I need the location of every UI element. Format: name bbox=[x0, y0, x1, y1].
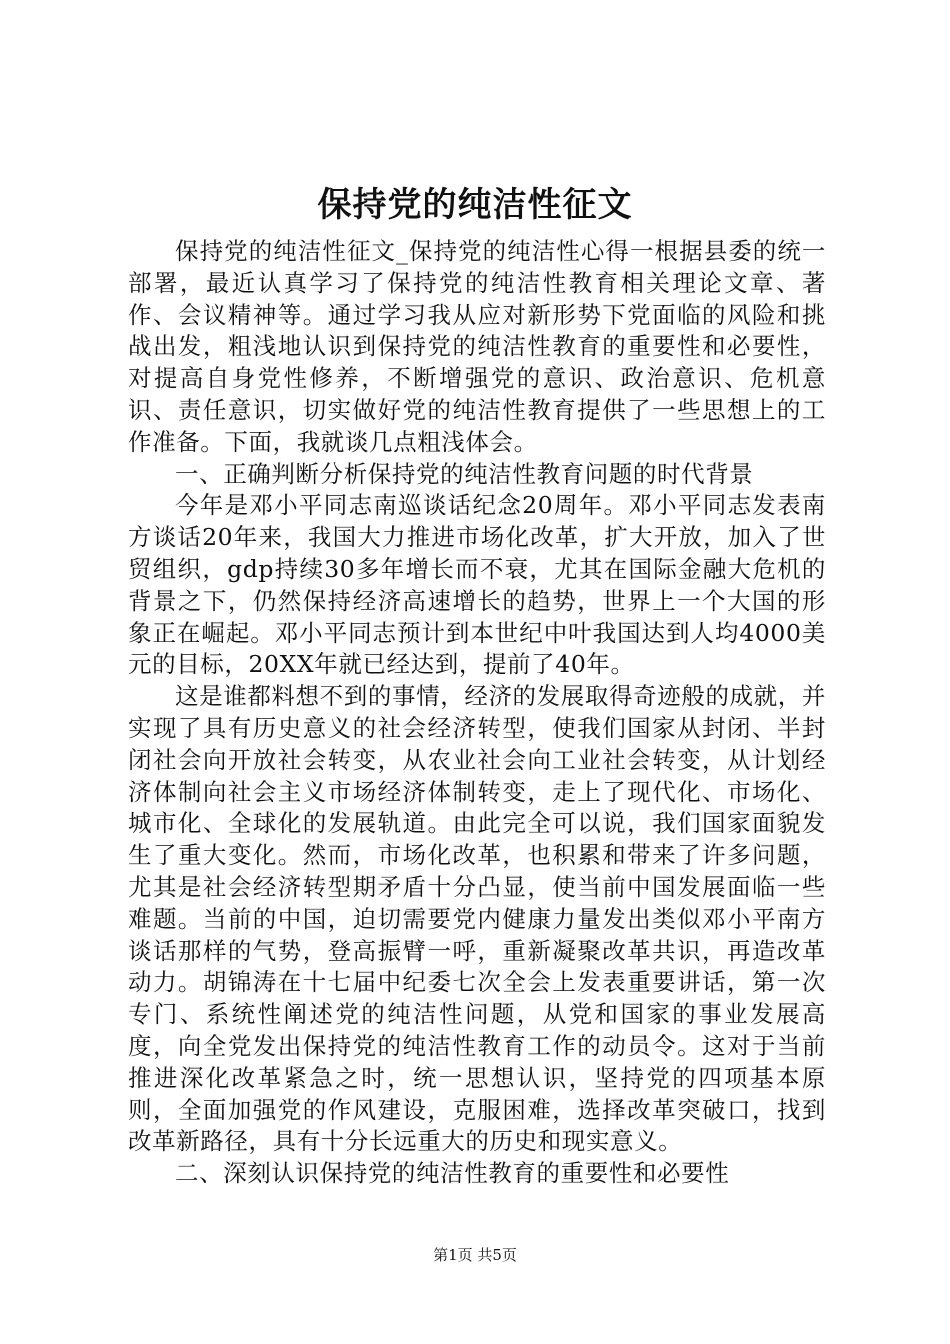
document-title: 保持党的纯洁性征文 bbox=[317, 185, 633, 225]
paragraph-background: 今年是邓小平同志南巡谈话纪念20周年。邓小平同志发表南方谈话20年来，我国大力推进市场化改革，扩大开放，加入了世贸组织，gdp持续30多年增长而不衰，尤其在国际金融大危机的背景之下，仍然保持经济高速增长的趋势，世界上一个大国的形象正在崛起。邓小平同志预计到本世纪中叶我国达到人均4000美元的目标，20XX年就已经达到，提前了40年。 bbox=[128, 491, 826, 679]
section-heading-2: 二、深刻认识保持党的纯洁性教育的重要性和必要性 bbox=[175, 1159, 730, 1188]
page-number-footer: 第1页 共5页 bbox=[433, 1246, 517, 1264]
document-body bbox=[128, 236, 826, 1190]
paragraph-intro: 保持党的纯洁性征文_保持党的纯洁性心得一根据县委的统一部署，最近认真学习了保持党的纯洁性教育相关理论文章、著作、会议精神等。通过学习我从应对新形势下党面临的风险和挑战出发，粗浅地认识到保持党的纯洁性教育的重要性和必要性，对提高自身党性修养，不断增强党的意识、政治意识、危机意识、责任意识，切实做好党的纯洁性教育提供了一些思想上的工作准备。下面，我就谈几点粗浅体会。 bbox=[128, 237, 826, 456]
paragraph-analysis: 这是谁都料想不到的事情，经济的发展取得奇迹般的成就，并实现了具有历史意义的社会经济转型，使我们国家从封闭、半封闭社会向开放社会转变，从农业社会向工业社会转变，从计划经济体制向社会主义市场经济体制转变，走上了现代化、市场化、城市化、全球化的发展轨道。由此完全可以说，我们国家面貌发生了重大变化。然而，市场化改革，也积累和带来了许多问题，尤其是社会经济转型期矛盾十分凸显，使当前中国发展面临一些难题。当前的中国，迫切需要党内健康力量发出类似邓小平南方谈话那样的气势，登高振臂一呼，重新凝聚改革共识，再造改革动力。胡锦涛在十七届中纪委七次全会上发表重要讲话，第一次专门、系统性阐述党的纯洁性问题，从党和国家的事业发展高度，向全党发出保持党的纯洁性教育工作的动员令。这对于当前推进深化改革紧急之时，统一思想认识，坚持党的四项基本原则，全面加强党的作风建设，克服困难，选择改革突破口，找到改革新路径，具有十分长远重大的历史和现实意义。 bbox=[128, 682, 826, 1156]
section-heading-1: 一、正确判断分析保持党的纯洁性教育问题的时代背景 bbox=[175, 459, 754, 488]
